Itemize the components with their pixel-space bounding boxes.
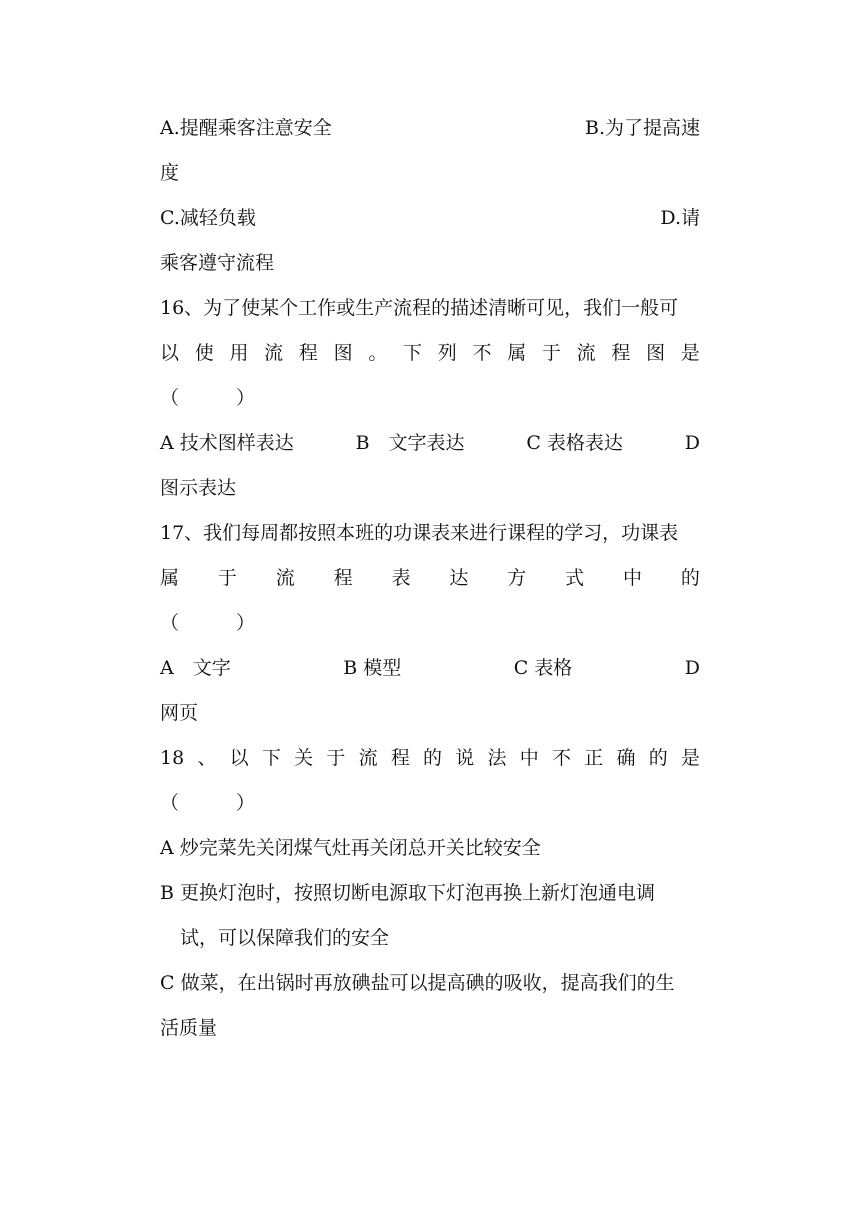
q17-char: 表 bbox=[391, 567, 411, 589]
q16-char: 用 bbox=[229, 342, 249, 364]
q17-char: 式 bbox=[565, 567, 585, 589]
q17-char: 流 bbox=[275, 567, 295, 589]
q18-char: 说 bbox=[455, 747, 475, 769]
q17-option-d: D bbox=[684, 657, 700, 679]
q16-answer-blank: （ ） bbox=[160, 387, 256, 409]
q17-option-d-continued: 网页 bbox=[160, 702, 199, 724]
q18-stem-line-1 bbox=[160, 743, 700, 773]
q18-char: 关 bbox=[294, 747, 314, 769]
q15-option-c: C.减轻负载 bbox=[160, 207, 256, 229]
q15-options-row-1 bbox=[160, 113, 700, 143]
q18-option-c: C 做菜，在出锅时再放碘盐可以提高碘的吸收，提高我们的生 bbox=[160, 972, 675, 994]
q15-option-d-continued: 乘客遵守流程 bbox=[160, 252, 275, 274]
q16-char: 流 bbox=[264, 342, 284, 364]
q16-char: 不 bbox=[472, 342, 492, 364]
q18-option-b: B 更换灯泡时，按照切断电源取下灯泡再换上新灯泡通电调 bbox=[160, 882, 656, 904]
q18-option-b-continued: 试，可以保障我们的安全 bbox=[180, 927, 390, 949]
q18-option-c-continued: 活质量 bbox=[160, 1017, 218, 1039]
q16-char: 程 bbox=[298, 342, 318, 364]
q16-char: 图 bbox=[333, 342, 353, 364]
q17-answer-blank: （ ） bbox=[160, 612, 256, 634]
q17-char: 的 bbox=[680, 567, 700, 589]
q16-char: 图 bbox=[646, 342, 666, 364]
q16-char: 是 bbox=[680, 342, 700, 364]
q18-char: 程 bbox=[390, 747, 410, 769]
q17-option-b: B 模型 bbox=[343, 657, 402, 679]
q18-char: 的 bbox=[423, 747, 443, 769]
q16-char: 以 bbox=[160, 342, 180, 364]
q17-stem-line-2 bbox=[160, 563, 700, 593]
q17-option-a: A 文字 bbox=[160, 657, 231, 679]
q16-option-d-continued: 图示表达 bbox=[160, 477, 237, 499]
q17-char: 程 bbox=[333, 567, 353, 589]
q16-char: 使 bbox=[194, 342, 214, 364]
q18-char: 18 bbox=[160, 747, 185, 769]
q16-char: 列 bbox=[437, 342, 457, 364]
q18-char: 的 bbox=[648, 747, 668, 769]
q16-char: 程 bbox=[611, 342, 631, 364]
q17-options-row bbox=[160, 653, 700, 683]
q17-option-c: C 表格 bbox=[513, 657, 573, 679]
q18-char: 下 bbox=[261, 747, 281, 769]
q17-char: 属 bbox=[160, 567, 180, 589]
q16-char: 于 bbox=[541, 342, 561, 364]
q17-char: 中 bbox=[623, 567, 643, 589]
q15-option-b: B.为了提高速 bbox=[584, 117, 700, 139]
q16-char: 下 bbox=[403, 342, 423, 364]
q18-char: 于 bbox=[326, 747, 346, 769]
q18-option-a: A 炒完菜先关闭煤气灶再关闭总开关比较安全 bbox=[160, 837, 541, 859]
q18-char: 正 bbox=[584, 747, 604, 769]
q18-char: 不 bbox=[551, 747, 571, 769]
q17-char: 达 bbox=[449, 567, 469, 589]
q16-option-d: D bbox=[684, 432, 700, 454]
q18-char: 法 bbox=[487, 747, 507, 769]
q17-char: 于 bbox=[217, 567, 237, 589]
q16-stem-line-2 bbox=[160, 338, 700, 368]
q18-char: 以 bbox=[229, 747, 249, 769]
q18-answer-blank: （ ） bbox=[160, 792, 256, 814]
q16-option-a: A 技术图样表达 bbox=[160, 432, 294, 454]
q16-options-row bbox=[160, 428, 700, 458]
q16-char: 属 bbox=[507, 342, 527, 364]
q15-option-a: A.提醒乘客注意安全 bbox=[160, 117, 332, 139]
q18-char: 确 bbox=[616, 747, 636, 769]
q18-char: 中 bbox=[519, 747, 539, 769]
q15-options-row-2 bbox=[160, 203, 700, 233]
q16-option-c: C 表格表达 bbox=[526, 432, 623, 454]
q17-char: 方 bbox=[507, 567, 527, 589]
q16-char: 。 bbox=[368, 342, 388, 364]
q16-stem-line-1: 16、为了使某个工作或生产流程的描述清晰可见，我们一般可 bbox=[160, 297, 679, 319]
q18-char: 流 bbox=[358, 747, 378, 769]
q15-option-b-continued: 度 bbox=[160, 162, 180, 184]
q16-option-b: B 文字表达 bbox=[355, 432, 465, 454]
q16-char: 流 bbox=[576, 342, 596, 364]
q18-char: 是 bbox=[680, 747, 700, 769]
q17-stem-line-1: 17、我们每周都按照本班的功课表来进行课程的学习，功课表 bbox=[160, 522, 679, 544]
q18-char: 、 bbox=[197, 747, 217, 769]
q15-option-d: D.请 bbox=[660, 207, 700, 229]
